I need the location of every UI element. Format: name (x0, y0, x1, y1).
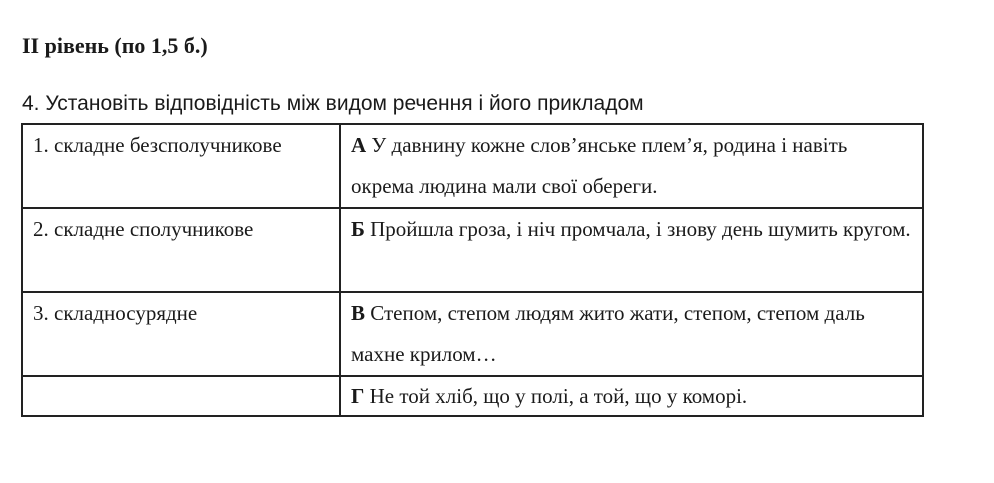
example-cell (340, 124, 923, 208)
example-cell (340, 376, 923, 416)
option-letter: В (351, 301, 366, 325)
example-text: Пройшла гроза, і ніч промчала, і знову день шумить кругом. (370, 217, 911, 241)
option-letter: Г (351, 384, 365, 408)
table-row (22, 376, 923, 416)
task-title: 4. Установіть відповідність між видом речення і його прикладом (22, 92, 644, 115)
option-letter: Б (351, 217, 365, 241)
example-cell (340, 292, 923, 376)
matching-table (21, 123, 924, 417)
sentence-type-cell (22, 124, 340, 208)
sentence-type-cell (22, 208, 340, 292)
sentence-type-cell (22, 376, 340, 416)
example-text: Не той хліб, що у полі, а той, що у коморі. (369, 384, 748, 408)
table-row (22, 124, 923, 208)
example-cell (340, 208, 923, 292)
example-text: У давнину кожне слов’янське плем’я, родина і навіть окрема людина мали свої обереги. (351, 133, 848, 198)
sentence-type-text: 3. складносурядне (33, 301, 198, 325)
table-row (22, 292, 923, 376)
level-title: ІІ рівень (по 1,5 б.) (22, 33, 208, 58)
example-text: Степом, степом людям жито жати, степом, степом даль махне крилом… (351, 301, 865, 366)
sentence-type-cell (22, 292, 340, 376)
option-letter: А (351, 133, 367, 157)
sentence-type-text: 1. складне безсполучникове (33, 133, 282, 157)
sentence-type-text: 2. складне сполучникове (33, 217, 254, 241)
table-row (22, 208, 923, 292)
